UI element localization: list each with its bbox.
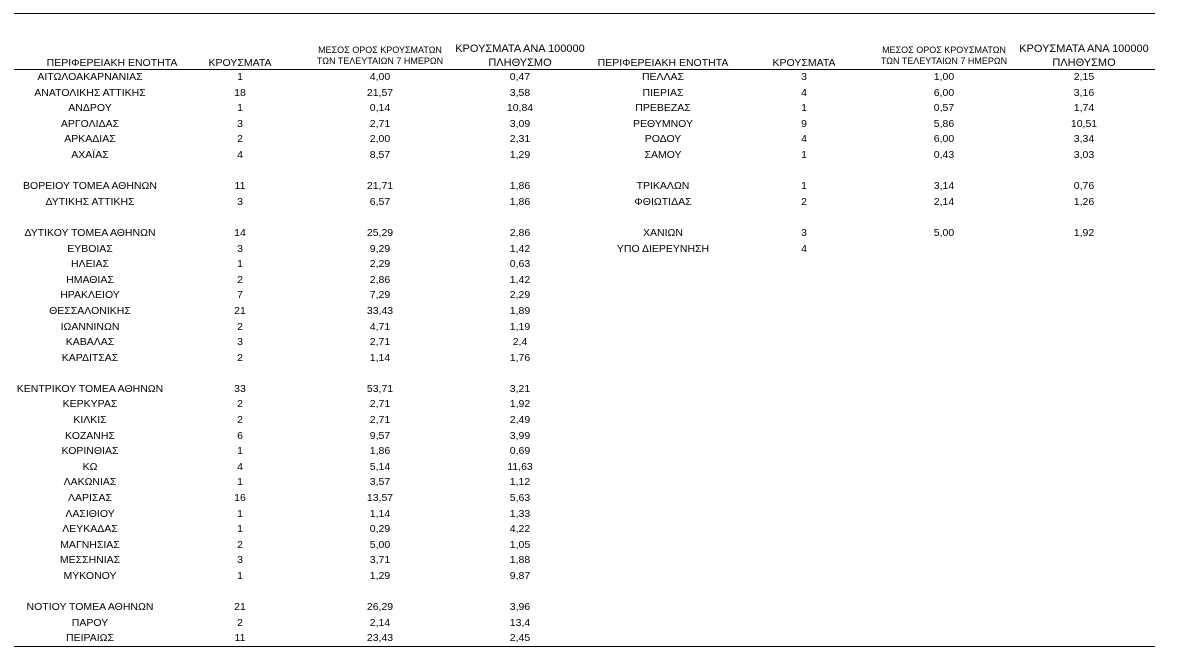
avg-cell: 21,57: [366, 86, 394, 99]
region-cell: ΠΑΡΟΥ: [71, 616, 109, 629]
avg-cell: 0,57: [933, 102, 955, 115]
table-row: [0, 164, 600, 180]
per100k-cell: 2,45: [509, 632, 531, 645]
table-row: [590, 117, 1170, 133]
per100k-cell: 2,15: [1073, 71, 1095, 83]
table-row: [0, 351, 600, 367]
per100k-cell: 1,29: [509, 148, 531, 161]
table-row: [0, 491, 600, 507]
table-row: [0, 444, 600, 460]
region-cell: ΗΛΕΙΑΣ: [70, 258, 109, 271]
per100k-cell: 3,21: [509, 382, 531, 395]
per100k-cell: 11,63: [507, 460, 533, 473]
per100k-cell: 1,12: [509, 476, 531, 489]
per100k-cell: 1,88: [509, 554, 531, 567]
table-row: [0, 366, 600, 382]
per100k-cell: 3,34: [1073, 133, 1095, 146]
cases-cell: 11: [234, 632, 246, 645]
avg-cell: 4,00: [369, 71, 391, 83]
table-row: [0, 242, 600, 258]
table-row: [0, 569, 600, 585]
avg-cell: 2,86: [369, 273, 391, 286]
region-cell: ΧΑΝΙΩΝ: [643, 226, 683, 239]
cases-cell: 4: [801, 86, 807, 99]
cases-cell: 1: [237, 570, 243, 582]
right-header-avg-line2: ΤΩΝ ΤΕΛΕΥΤΑΙΩΝ 7 ΗΜΕΡΩΝ: [880, 56, 1008, 66]
per100k-cell: 2,49: [509, 414, 531, 427]
table-row: [0, 600, 600, 616]
region-cell: ΡΟΔΟΥ: [644, 133, 682, 146]
per100k-cell: 1,42: [509, 242, 531, 255]
cases-cell: 1: [801, 148, 807, 161]
region-cell: ΕΥΒΟΙΑΣ: [67, 242, 113, 255]
avg-cell: 23,43: [366, 632, 394, 645]
region-cell: ΑΡΓΟΛΙΔΑΣ: [60, 117, 120, 130]
region-cell: ΛΑΚΩΝΙΑΣ: [63, 476, 117, 489]
region-cell: ΛΑΣΙΘΙΟΥ: [65, 507, 115, 520]
region-cell: ΥΠΟ ΔΙΕΡΕΥΝΗΣΗ: [616, 242, 710, 255]
left-header-avg-line1: ΜΕΣΟΣ ΟΡΟΣ ΚΡΟΥΣΜΑΤΩΝ: [318, 45, 442, 55]
cases-cell: 33: [234, 382, 246, 395]
avg-cell: 3,14: [933, 180, 955, 193]
table-row: [0, 179, 600, 195]
region-cell: ΚΩ: [82, 460, 98, 473]
cases-cell: 1: [801, 180, 807, 193]
table-row: [0, 148, 600, 164]
table-row: [0, 616, 600, 632]
per100k-cell: 3,99: [509, 429, 531, 442]
avg-cell: 53,71: [366, 382, 394, 395]
region-cell: ΚΑΒΑΛΑΣ: [65, 336, 115, 349]
table-row: [590, 148, 1170, 164]
per100k-cell: 0,63: [509, 258, 531, 271]
per100k-cell: 0,69: [509, 445, 531, 458]
avg-cell: 26,29: [366, 601, 394, 614]
per100k-cell: 2,29: [509, 289, 531, 302]
cases-cell: 21: [234, 304, 246, 317]
left-table: [0, 70, 600, 647]
per100k-cell: 4,22: [509, 523, 531, 536]
cases-cell: 3: [237, 195, 243, 208]
region-cell: ΑΝΔΡΟΥ: [68, 102, 112, 115]
region-cell: ΤΡΙΚΑΛΩΝ: [636, 180, 690, 193]
region-cell: ΑΙΤΩΛΟΑΚΑΡΝΑΝΙΑΣ: [37, 71, 143, 83]
right-table: [590, 70, 1170, 257]
table-row: [0, 70, 600, 86]
avg-cell: 4,71: [369, 320, 391, 333]
table-row: [0, 320, 600, 336]
table-row: [0, 631, 600, 647]
cases-cell: 2: [237, 398, 243, 411]
region-cell: ΑΡΚΑΔΙΑΣ: [64, 133, 116, 146]
cases-cell: 1: [237, 102, 243, 115]
cases-cell: 3: [801, 71, 807, 83]
table-row: [0, 585, 600, 601]
left-header-per100k-line2: ΠΛΗΘΥΣΜΟ: [488, 57, 552, 69]
region-cell: ΗΜΑΘΙΑΣ: [66, 273, 114, 286]
avg-cell: 2,71: [369, 336, 391, 349]
cases-cell: 3: [237, 554, 243, 567]
per100k-cell: 3,03: [1073, 148, 1095, 161]
cases-cell: 4: [801, 242, 807, 255]
avg-cell: 9,57: [369, 429, 391, 442]
avg-cell: 5,14: [369, 460, 391, 473]
cases-cell: 11: [234, 180, 246, 193]
table-row: [0, 210, 600, 226]
region-cell: ΑΧΑΪΑΣ: [71, 148, 109, 161]
per100k-cell: 3,09: [509, 117, 531, 130]
region-cell: ΚΑΡΔΙΤΣΑΣ: [61, 351, 119, 364]
region-cell: ΚΙΛΚΙΣ: [73, 414, 107, 427]
table-row: [0, 257, 600, 273]
table-row: [0, 273, 600, 289]
table-row: [590, 226, 1170, 242]
left-header-region: ΠΕΡΙΦΕΡΕΙΑΚΗ ΕΝΟΤΗΤΑ: [46, 57, 178, 69]
per100k-cell: 5,63: [509, 492, 531, 505]
table-row: [0, 304, 600, 320]
per100k-cell: 3,16: [1073, 86, 1095, 99]
region-cell: ΠΙΕΡΙΑΣ: [642, 86, 684, 99]
table-row: [0, 132, 600, 148]
table-row: [590, 70, 1170, 86]
table-row: [0, 538, 600, 554]
cases-cell: 4: [237, 148, 243, 161]
region-cell: ΚΕΝΤΡΙΚΟΥ ΤΟΜΕΑ ΑΘΗΝΩΝ: [16, 382, 164, 395]
region-cell: ΚΕΡΚΥΡΑΣ: [62, 398, 118, 411]
region-cell: ΝΟΤΙΟΥ ΤΟΜΕΑ ΑΘΗΝΩΝ: [26, 601, 154, 614]
region-cell: ΜΑΓΝΗΣΙΑΣ: [60, 538, 120, 551]
table-row: [0, 397, 600, 413]
avg-cell: 2,14: [369, 616, 391, 629]
table-row: [0, 288, 600, 304]
right-header-per100k-line1: ΚΡΟΥΣΜΑΤΑ ΑΝΑ 100000: [1019, 43, 1149, 55]
table-row: [0, 460, 600, 476]
table-row: [0, 429, 600, 445]
avg-cell: 33,43: [366, 304, 394, 317]
region-cell: ΡΕΘΥΜΝΟΥ: [632, 117, 693, 130]
per100k-cell: 1,86: [509, 195, 531, 208]
avg-cell: 2,71: [369, 117, 391, 130]
avg-cell: 6,00: [933, 133, 955, 146]
right-header-avg-line1: ΜΕΣΟΣ ΟΡΟΣ ΚΡΟΥΣΜΑΤΩΝ: [882, 45, 1006, 55]
region-cell: ΣΑΜΟΥ: [644, 148, 682, 161]
avg-cell: 9,29: [369, 242, 391, 255]
cases-cell: 3: [237, 117, 243, 130]
per100k-cell: 1,92: [509, 398, 531, 411]
avg-cell: 25,29: [366, 226, 394, 239]
cases-cell: 2: [237, 320, 243, 333]
cases-cell: 1: [237, 523, 243, 536]
region-cell: ΔΥΤΙΚΟΥ ΤΟΜΕΑ ΑΘΗΝΩΝ: [24, 226, 156, 239]
region-cell: ΠΡΕΒΕΖΑΣ: [635, 102, 691, 115]
table-row: [0, 335, 600, 351]
table-row: [0, 522, 600, 538]
avg-cell: 1,14: [369, 351, 391, 364]
left-header-avg-line2: ΤΩΝ ΤΕΛΕΥΤΑΙΩΝ 7 ΗΜΕΡΩΝ: [316, 56, 444, 66]
avg-cell: 1,29: [369, 570, 391, 582]
avg-cell: 13,57: [366, 492, 394, 505]
per100k-cell: 9,87: [509, 570, 531, 582]
table-row: [0, 553, 600, 569]
table-row: [590, 86, 1170, 102]
cases-cell: 2: [801, 195, 807, 208]
cases-cell: 14: [234, 226, 246, 239]
per100k-cell: 0,47: [509, 71, 531, 83]
cases-cell: 1: [801, 102, 807, 115]
cases-cell: 1: [237, 258, 243, 271]
avg-cell: 1,14: [369, 507, 391, 520]
region-cell: ΚΟΖΑΝΗΣ: [65, 429, 115, 442]
per100k-cell: 3,96: [509, 601, 531, 614]
per100k-cell: 3,58: [509, 86, 531, 99]
avg-cell: 21,71: [366, 180, 394, 193]
per100k-cell: 2,86: [509, 226, 531, 239]
per100k-cell: 1,05: [509, 538, 531, 551]
cases-cell: 18: [234, 86, 246, 99]
table-row: [0, 195, 600, 211]
per100k-cell: 1,19: [509, 320, 531, 333]
cases-cell: 3: [237, 336, 243, 349]
right-header-region: ΠΕΡΙΦΕΡΕΙΑΚΗ ΕΝΟΤΗΤΑ: [597, 57, 729, 69]
region-cell: ΛΕΥΚΑΔΑΣ: [62, 523, 118, 536]
avg-cell: 2,14: [933, 195, 955, 208]
table-row: [590, 101, 1170, 117]
cases-cell: 2: [237, 616, 243, 629]
top-rule: [14, 13, 1155, 14]
bottom-rule: [14, 646, 1155, 647]
region-cell: ΙΩΑΝΝΙΝΩΝ: [60, 320, 120, 333]
left-header-cases: ΚΡΟΥΣΜΑΤΑ: [208, 57, 272, 69]
per100k-cell: 2,4: [512, 336, 528, 349]
table-row: [0, 117, 600, 133]
per100k-cell: 1,74: [1073, 102, 1095, 115]
per100k-cell: 1,86: [509, 180, 531, 193]
table-row: [0, 382, 600, 398]
per100k-cell: 2,31: [509, 133, 531, 146]
table-row: [0, 507, 600, 523]
avg-cell: 3,57: [369, 476, 391, 489]
region-cell: ΠΕΙΡΑΙΩΣ: [66, 632, 114, 645]
table-row: [0, 475, 600, 491]
per100k-cell: 1,26: [1073, 195, 1095, 208]
cases-cell: 1: [237, 476, 243, 489]
per100k-cell: 10,84: [506, 102, 534, 115]
avg-cell: 1,86: [369, 445, 391, 458]
cases-cell: 1: [237, 71, 243, 83]
per100k-cell: 1,76: [509, 351, 531, 364]
region-cell: ΑΝΑΤΟΛΙΚΗΣ ΑΤΤΙΚΗΣ: [34, 86, 146, 99]
cases-cell: 1: [237, 507, 243, 520]
avg-cell: 5,00: [933, 226, 955, 239]
avg-cell: 2,71: [369, 398, 391, 411]
cases-cell: 2: [237, 133, 243, 146]
region-cell: ΒΟΡΕΙΟΥ ΤΟΜΕΑ ΑΘΗΝΩΝ: [23, 180, 157, 193]
cases-cell: 3: [801, 226, 807, 239]
right-header-cases: ΚΡΟΥΣΜΑΤΑ: [772, 57, 836, 69]
cases-cell: 4: [237, 460, 243, 473]
avg-cell: 2,71: [369, 414, 391, 427]
table-row: [590, 164, 1170, 180]
table-row: [0, 413, 600, 429]
per100k-cell: 10,51: [1070, 117, 1098, 130]
avg-cell: 3,71: [369, 554, 391, 567]
region-cell: ΜΥΚΟΝΟΥ: [63, 570, 117, 582]
per100k-cell: 1,92: [1073, 226, 1095, 239]
left-header-per100k-line1: ΚΡΟΥΣΜΑΤΑ ΑΝΑ 100000: [455, 43, 585, 55]
region-cell: ΦΘΙΩΤΙΔΑΣ: [634, 195, 692, 208]
table-row: [590, 195, 1170, 211]
avg-cell: 0,43: [933, 148, 955, 161]
cases-cell: 2: [237, 414, 243, 427]
per100k-cell: 0,76: [1073, 180, 1095, 193]
table-row: [590, 242, 1170, 258]
avg-cell: 6,57: [369, 195, 391, 208]
table-row: [0, 86, 600, 102]
cases-cell: 16: [234, 492, 246, 505]
region-cell: ΘΕΣΣΑΛΟΝΙΚΗΣ: [49, 304, 131, 317]
region-cell: ΛΑΡΙΣΑΣ: [68, 492, 112, 505]
cases-cell: 2: [237, 351, 243, 364]
cases-cell: 9: [801, 117, 807, 130]
avg-cell: 7,29: [369, 289, 391, 302]
avg-cell: 2,29: [369, 258, 391, 271]
per100k-cell: 13,4: [509, 616, 531, 629]
cases-cell: 3: [237, 242, 243, 255]
table-row: [590, 179, 1170, 195]
cases-cell: 6: [237, 429, 243, 442]
avg-cell: 5,86: [933, 117, 955, 130]
avg-cell: 8,57: [369, 148, 391, 161]
avg-cell: 2,00: [369, 133, 391, 146]
avg-cell: 0,29: [369, 523, 391, 536]
region-cell: ΜΕΣΣΗΝΙΑΣ: [59, 554, 121, 567]
cases-cell: 2: [237, 273, 243, 286]
region-cell: ΔΥΤΙΚΗΣ ΑΤΤΙΚΗΣ: [45, 195, 135, 208]
cases-cell: 7: [237, 289, 243, 302]
region-cell: ΚΟΡΙΝΘΙΑΣ: [61, 445, 119, 458]
table-row: [590, 210, 1170, 226]
avg-cell: 0,14: [369, 102, 391, 115]
right-header-per100k-line2: ΠΛΗΘΥΣΜΟ: [1052, 57, 1116, 69]
avg-cell: 5,00: [369, 538, 391, 551]
cases-cell: 2: [237, 538, 243, 551]
cases-cell: 21: [234, 601, 246, 614]
per100k-cell: 1,89: [509, 304, 531, 317]
table-row: [0, 226, 600, 242]
avg-cell: 6,00: [933, 86, 955, 99]
cases-cell: 4: [801, 133, 807, 146]
region-cell: ΗΡΑΚΛΕΙΟΥ: [60, 289, 120, 302]
table-row: [0, 101, 600, 117]
per100k-cell: 1,42: [509, 273, 531, 286]
region-cell: ΠΕΛΛΑΣ: [641, 71, 685, 83]
table-row: [590, 132, 1170, 148]
cases-cell: 1: [237, 445, 243, 458]
per100k-cell: 1,33: [509, 507, 531, 520]
avg-cell: 1,00: [933, 71, 955, 83]
